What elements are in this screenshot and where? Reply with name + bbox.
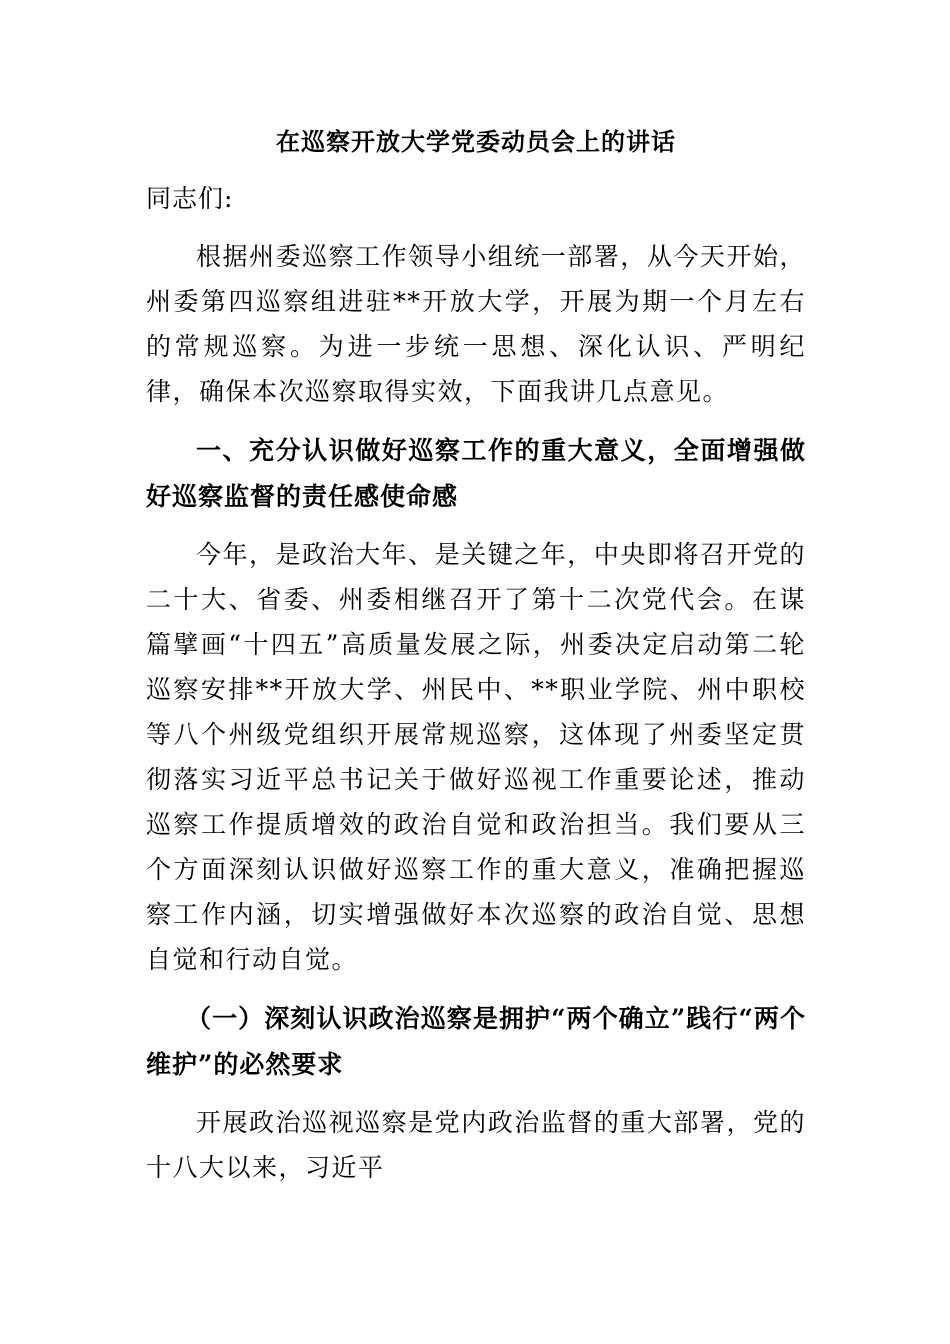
subsection-heading-1: （一）深刻认识政治巡察是拥护“两个确立”践行“两个维护”的必然要求 <box>146 1004 806 1079</box>
document-body <box>146 118 806 1204</box>
paragraph-intro: 根据州委巡察工作领导小组统一部署，从今天开始，州委第四巡察组进驻**开放大学，开展为期一个月左右的常规巡察。为进一步统一思想、深化认识、严明纪律，确保本次巡察取得实效，下面我讲几点意见。 <box>146 242 806 406</box>
greeting: 同志们: <box>146 184 234 213</box>
paragraph-political-inspection: 开展政治巡视巡察是党内政治监督的重大部署，党的十八大以来，习近平 <box>146 1108 806 1182</box>
section-heading-1: 一、充分认识做好巡察工作的重大意义，全面增强做好巡察监督的责任感使命感 <box>146 436 806 511</box>
document-title: 在巡察开放大学党委动员会上的讲话 <box>276 127 676 156</box>
paragraph-significance: 今年，是政治大年、是关键之年，中央即将召开党的二十大、省委、州委相继召开了第十二次党代会。在谋篇擘画“十四五”高质量发展之际，州委决定启动第二轮巡察安排**开放大学、州民中、**职业学院、州中职校等八个州级党组织开展常规巡察，这体现了州委坚定贯彻落实习近平总书记关于做好巡视工作重要论述，推动巡察工作提质增效的政治自觉和政治担当。我们要从三个方面深刻认识做好巡察工作的重大意义，准确把握巡察工作内涵，切实增强做好本次巡察的政治自觉、思想自觉和行动自觉。 <box>146 540 806 974</box>
